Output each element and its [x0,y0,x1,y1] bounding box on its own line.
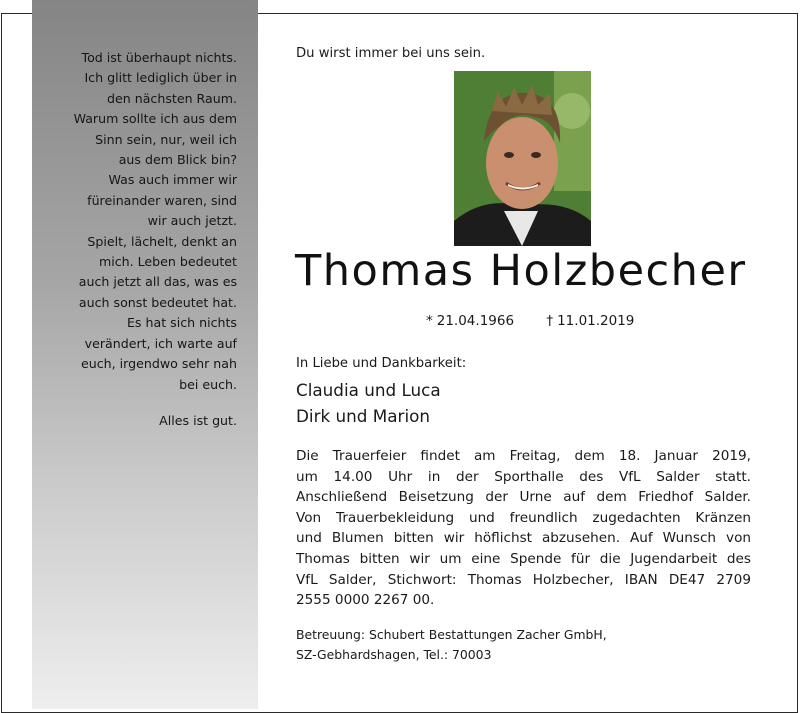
birth-date: 21.04.1966 [436,313,515,329]
service-text-line: Thomas bitten wir um eine Spende für die Jugendarbeit des [296,550,751,567]
undertaker-line: Betreuung: Schubert Bestattungen Zacher GmbH, [296,627,607,642]
poem-line: Ich glitt lediglich über in [84,70,237,86]
service-text-line: Anschließend Beisetzung der Urne auf dem Friedhof Salder. [296,489,751,506]
poem [37,48,237,431]
death-date: 11.01.2019 [557,313,635,329]
thanks-label: In Liebe und Dankbarkeit: [296,356,467,371]
service-text-line: und Blumen bitten wir höflichst abzusehen. Auf Wunsch von [296,530,751,547]
poem-sidebar [32,0,258,709]
poem-line: Es hat sich nichts [126,315,237,331]
portrait-illustration [454,71,591,246]
poem-line: auch sonst bedeutet hat. [78,294,237,310]
poem-line: wir auch jetzt. [147,213,237,229]
poem-line: Spielt, lächelt, denkt an [87,233,237,249]
poem-line: Warum sollte ich aus dem [73,111,237,127]
poem-line: füreinander waren, sind [87,192,237,208]
poem-line: verändert, ich warte auf [84,335,237,351]
service-text-line: VfL Salder, Stichwort: Thomas Holzbecher, IBAN DE47 2709 [296,571,751,588]
poem-line: Was auch immer wir [108,172,237,188]
service-text [296,446,751,611]
life-dates [426,313,634,329]
service-text-line: Die Trauerfeier findet am Freitag, dem 18. Januar 2019, [296,448,751,464]
poem-line: aus dem Blick bin? [118,152,237,168]
birth-symbol: * [426,313,433,329]
poem-line: bei euch. [179,376,237,392]
death-block [546,313,634,329]
undertaker-line: SZ-Gebhardshagen, Tel.: 70003 [296,647,492,662]
poem-line: auch jetzt all das, was es [78,274,237,290]
death-symbol: † [546,313,554,329]
poem-line: den nächsten Raum. [106,90,237,106]
poem-line: euch, irgendwo sehr nah [81,356,237,372]
family-line: Dirk und Marion [296,406,431,426]
service-text-line: 2555 0000 2267 00. [296,592,435,609]
undertaker-info [296,625,607,665]
poem-line: Sinn sein, nur, weil ich [95,131,237,147]
portrait-photo [454,71,591,246]
deceased-name: Thomas Holzbecher [295,246,747,296]
service-text-line: um 14.00 Uhr in der Sporthalle des VfL Salder statt. [296,468,751,485]
service-text-line: Von Trauerbekleidung und freundlich zugedachten Kränzen [296,509,751,526]
family-line: Claudia und Luca [296,380,441,400]
intro-line: Du wirst immer bei uns sein. [296,46,486,61]
poem-closing: Alles ist gut. [159,412,237,428]
poem-line: Tod ist überhaupt nichts. [81,50,237,65]
poem-line: mich. Leben bedeutet [98,254,237,270]
